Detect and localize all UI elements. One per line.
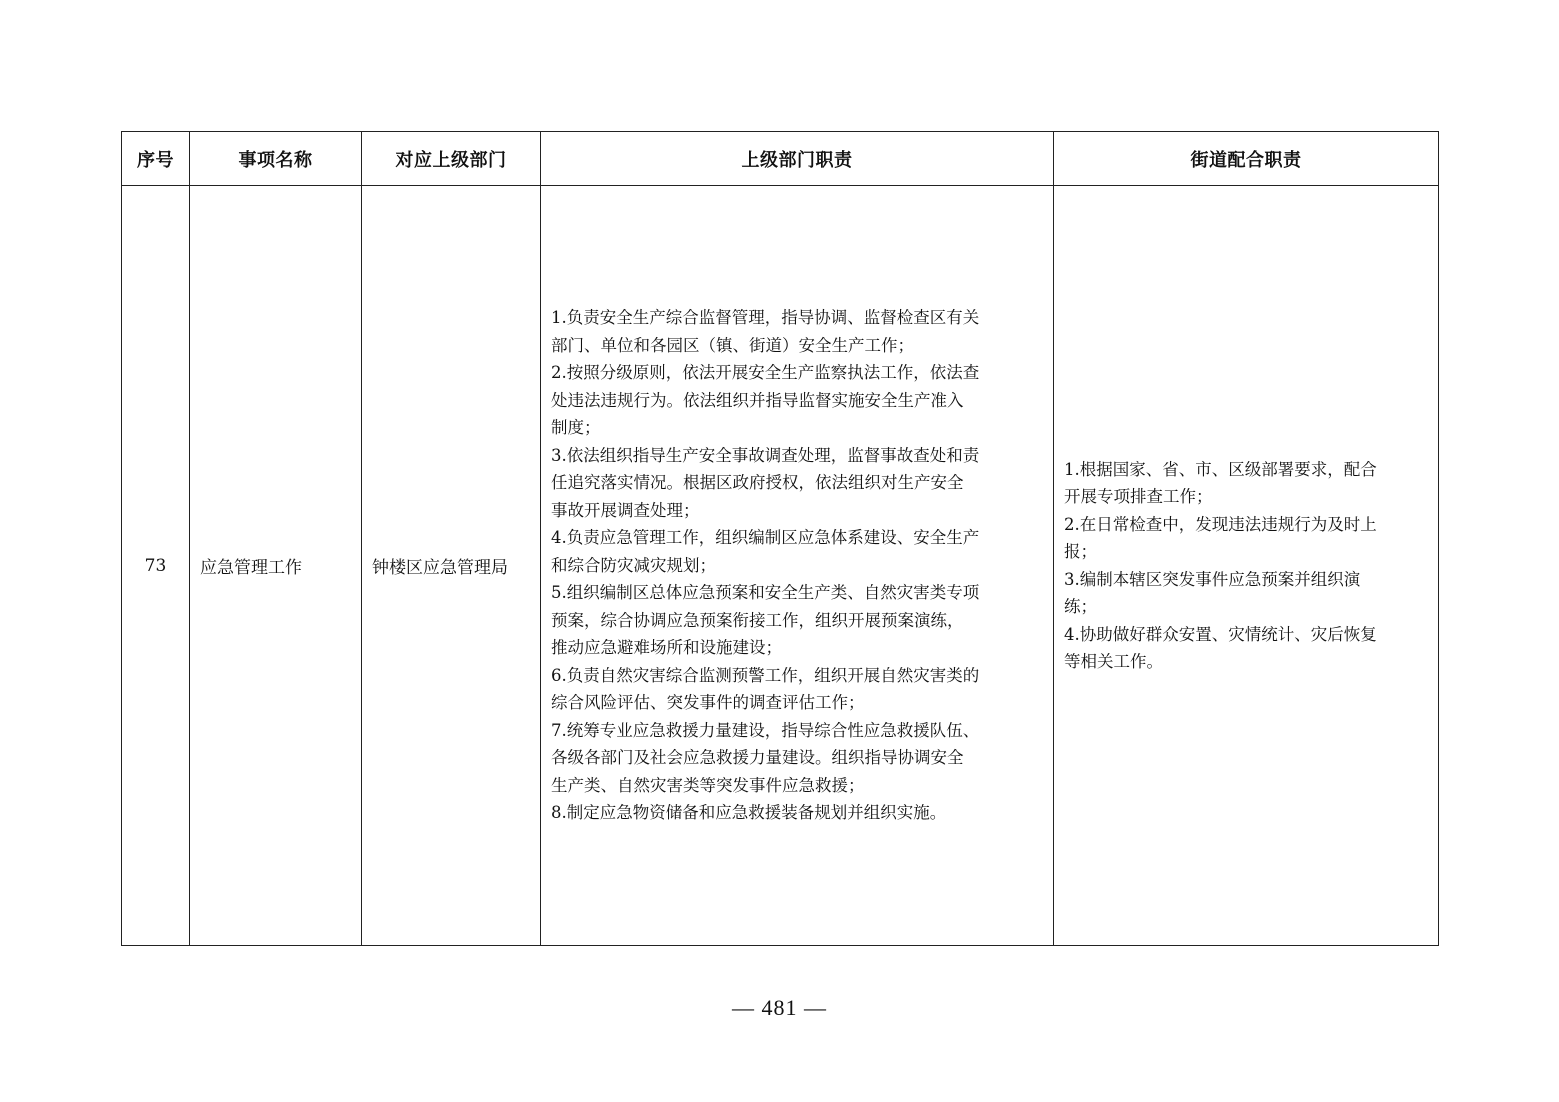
- street-duty-line: 4.协助做好群众安置、灾情统计、灾后恢复: [1064, 624, 1377, 644]
- upper-duty-line: 6.负责自然灾害综合监测预警工作，组织开展自然灾害类的: [551, 665, 980, 685]
- upper-duty-line: 7.统筹专业应急救援力量建设，指导综合性应急救援队伍、: [551, 720, 980, 740]
- row-index: 73: [122, 186, 190, 946]
- upper-duty-line: 事故开展调查处理；: [551, 500, 700, 520]
- table-row: [122, 186, 1439, 946]
- street-duty-line: 2.在日常检查中，发现违法违规行为及时上: [1064, 514, 1377, 534]
- row-item-name: 应急管理工作: [190, 186, 362, 946]
- street-duty-line: 1.根据国家、省、市、区级部署要求，配合: [1064, 459, 1377, 479]
- table-header-row: [122, 132, 1439, 186]
- street-duty-line: 开展专项排查工作；: [1064, 487, 1213, 506]
- upper-duty-line: 部门、单位和各园区（镇、街道）安全生产工作；: [551, 335, 914, 355]
- header-index: 序号: [122, 132, 190, 186]
- upper-duty-line: 任追究落实情况。根据区政府授权，依法组织对生产安全: [551, 473, 964, 493]
- upper-duty-line: 8.制定应急物资储备和应急救援装备规划并组织实施。: [551, 803, 947, 823]
- upper-duty-line: 2.按照分级原则，依法开展安全生产监察执法工作，依法查: [551, 363, 980, 383]
- upper-duty-line: 制度；: [551, 418, 601, 438]
- header-department: 对应上级部门: [362, 132, 541, 186]
- header-upper-duties: 上级部门职责: [541, 132, 1054, 186]
- upper-duty-line: 各级各部门及社会应急救援力量建设。组织指导协调安全: [551, 748, 964, 768]
- street-duty-line: 练；: [1064, 597, 1097, 616]
- street-duties-cell: [1054, 186, 1439, 946]
- upper-duty-line: 生产类、自然灾害类等突发事件应急救援；: [551, 775, 865, 795]
- upper-duty-line: 推动应急避难场所和设施建设；: [551, 638, 782, 658]
- street-duty-line: 报；: [1064, 542, 1097, 561]
- header-street-duties: 街道配合职责: [1054, 132, 1439, 186]
- upper-duty-line: 1.负责安全生产综合监督管理，指导协调、监督检查区有关: [551, 308, 980, 328]
- upper-duty-line: 处违法违规行为。依法组织并指导监督实施安全生产准入: [551, 390, 964, 410]
- row-department: 钟楼区应急管理局: [362, 186, 541, 946]
- upper-duty-line: 4.负责应急管理工作，组织编制区应急体系建设、安全生产: [551, 528, 980, 548]
- page-number: — 481 —: [732, 995, 827, 1020]
- street-duty-line: 3.编制本辖区突发事件应急预案并组织演: [1064, 569, 1361, 589]
- upper-duty-line: 和综合防灾减灾规划；: [551, 555, 716, 575]
- upper-duty-line: 综合风险评估、突发事件的调查评估工作；: [551, 693, 865, 713]
- street-duty-line: 等相关工作。: [1064, 652, 1163, 671]
- header-item-name: 事项名称: [190, 132, 362, 186]
- upper-duty-line: 5.组织编制区总体应急预案和安全生产类、自然灾害类专项: [551, 583, 980, 603]
- upper-duty-line: 预案，综合协调应急预案衔接工作，组织开展预案演练，: [551, 610, 964, 630]
- duty-table: [121, 131, 1439, 946]
- upper-duty-line: 3.依法组织指导生产安全事故调查处理，监督事故查处和责: [551, 445, 980, 465]
- upper-duties-cell: [541, 186, 1054, 946]
